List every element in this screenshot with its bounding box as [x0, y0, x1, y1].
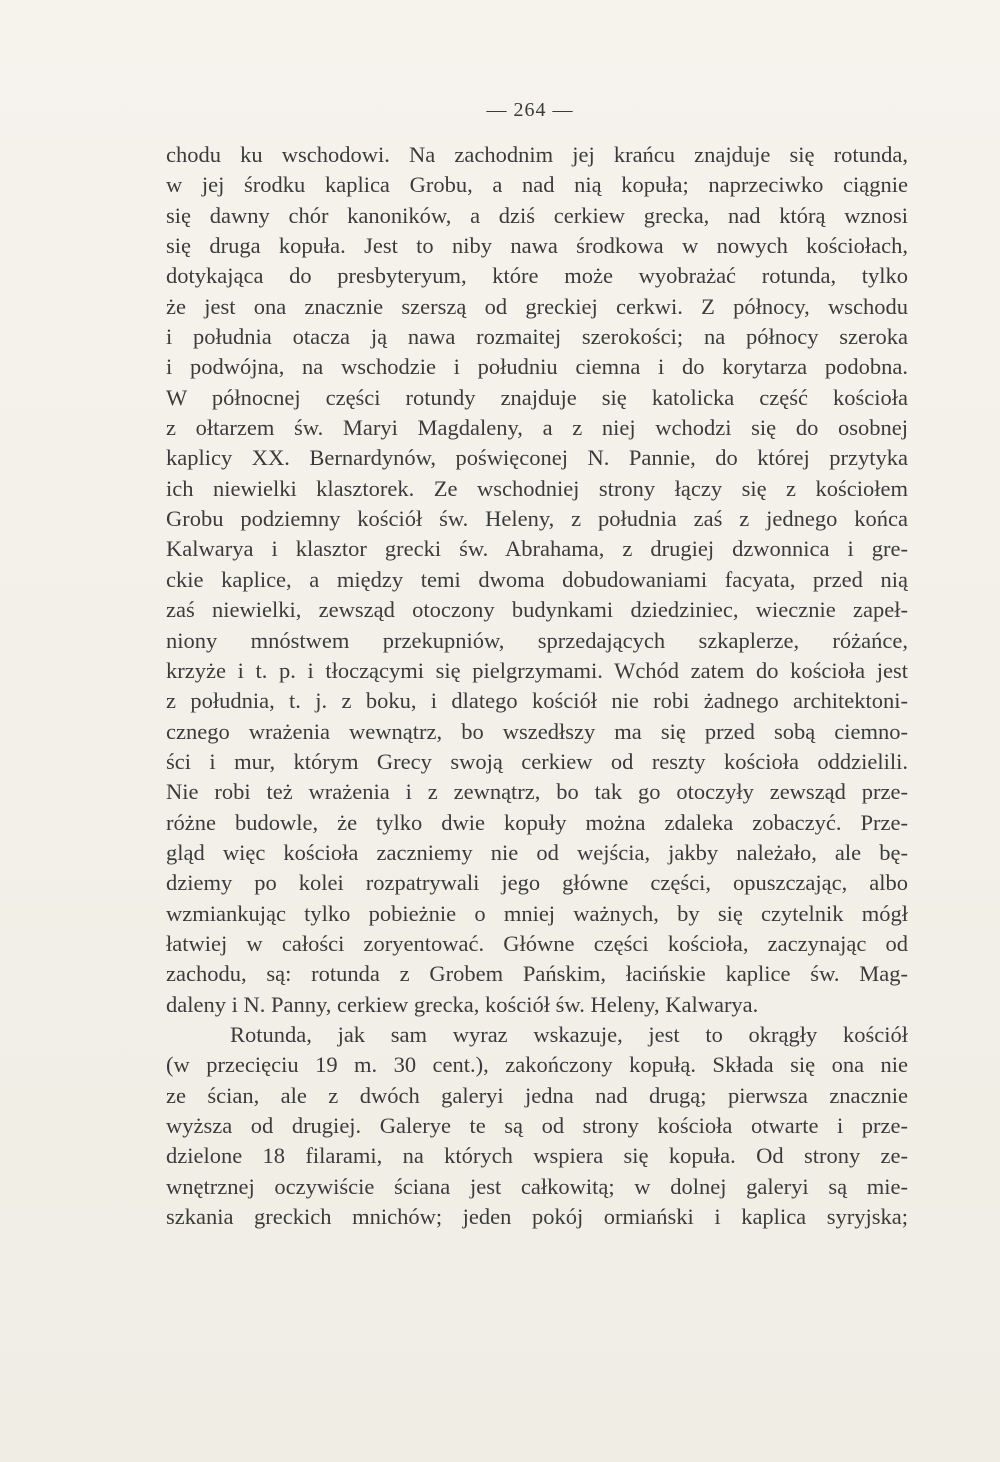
- text-line: że jest ona znacznie szerszą od greckiej cerkwi. Z północy, wschodu: [166, 293, 908, 319]
- text-line: ckie kaplice, a między temi dwoma dobudowaniami facyata, przed nią: [166, 566, 908, 592]
- text-line: ści i mur, którym Grecy swoją cerkiew od reszty kościoła oddzielili.: [166, 748, 908, 774]
- body-text: [166, 140, 908, 1232]
- text-line: wyższa od drugiej. Galerye te są od strony kościoła otwarte i prze-: [166, 1113, 908, 1138]
- text-line: wnętrznej oczywiście ściana jest całkowitą; w dolnej galeryi są mie-: [166, 1173, 908, 1199]
- text-line: się druga kopuła. Jest to niby nawa środkowa w nowych kościołach,: [166, 233, 908, 259]
- text-line: z południa, t. j. z boku, i dlatego kościół nie robi żadnego architektoni-: [166, 688, 908, 714]
- page-number: — 264 —: [486, 99, 574, 121]
- text-line: szkania greckich mnichów; jeden pokój ormiański i kaplica syryjska;: [166, 1204, 908, 1230]
- text-line: i południa otacza ją nawa rozmaitej szerokości; na północy szeroka: [166, 324, 908, 350]
- text-line: ich niewielki klasztorek. Ze wschodniej strony łączy się z kościołem: [166, 475, 908, 501]
- text-line: cznego wrażenia wewnątrz, bo wszedłszy ma się przed sobą ciemno-: [166, 718, 908, 744]
- text-line: dzielone 18 filarami, na których wspiera się kopuła. Od strony ze-: [166, 1143, 908, 1169]
- paragraph-start-line: Rotunda, jak sam wyraz wskazuje, jest to okrągły kościół: [230, 1021, 908, 1047]
- text-line: wzmiankując tylko pobieżnie o mniej ważnych, by się czytelnik mógł: [166, 900, 908, 926]
- paragraph-end-line: daleny i N. Panny, cerkiew grecka, kościół św. Heleny, Kalwarya.: [166, 991, 759, 1017]
- text-line: ze ścian, ale z dwóch galeryi jedna nad drugą; pierwsza znacznie: [166, 1082, 908, 1108]
- text-line: z ołtarzem św. Maryi Magdaleny, a z niej wchodzi się do osobnej: [166, 415, 908, 441]
- text-line: i podwójna, na wschodzie i południu ciemna i do korytarza podobna.: [166, 354, 908, 380]
- text-line: gląd więc kościoła zaczniemy nie od wejścia, jakby należało, ale bę-: [166, 839, 908, 865]
- text-line: Grobu podziemny kościół św. Heleny, z południa zaś z jednego końca: [166, 506, 908, 532]
- text-line: W północnej części rotundy znajduje się katolicka część kościoła: [166, 384, 908, 410]
- text-line: chodu ku wschodowi. Na zachodnim jej krańcu znajduje się rotunda,: [166, 142, 908, 167]
- text-line: (w przecięciu 19 m. 30 cent.), zakończony kopułą. Składa się ona nie: [166, 1052, 908, 1078]
- text-line: dziemy po kolei rozpatrywali jego główne części, opuszczając, albo: [166, 870, 908, 896]
- text-line: się dawny chór kanoników, a dziś cerkiew grecka, nad którą wznosi: [166, 202, 908, 228]
- text-line: kaplicy XX. Bernardynów, poświęconej N. Pannie, do której przytyka: [166, 445, 908, 471]
- text-line: zachodu, są: rotunda z Grobem Pańskim, łacińskie kaplice św. Mag-: [166, 961, 908, 987]
- text-line: łatwiej w całości zoryentować. Główne części kościoła, zaczynając od: [166, 930, 908, 956]
- text-line: Nie robi też wrażenia i z zewnątrz, bo tak go otoczyły zewsząd prze-: [166, 779, 908, 805]
- text-line: niony mnóstwem przekupniów, sprzedających szkaplerze, różańce,: [166, 627, 908, 653]
- text-line: krzyże i t. p. i tłoczącymi się pielgrzymami. Wchód zatem do kościoła jest: [166, 657, 908, 683]
- text-line: dotykająca do presbyteryum, które może wyobrażać rotunda, tylko: [166, 263, 908, 289]
- text-line: w jej środku kaplica Grobu, a nad nią kopuła; naprzeciwko ciągnie: [166, 172, 908, 198]
- text-line: różne budowle, że tylko dwie kopuły można zdaleka zobaczyć. Prze-: [166, 809, 908, 835]
- text-line: Kalwarya i klasztor grecki św. Abrahama, z drugiej dzwonnica i gre-: [166, 536, 908, 562]
- text-line: zaś niewielki, zewsząd otoczony budynkami dziedziniec, wiecznie zapeł-: [166, 597, 908, 623]
